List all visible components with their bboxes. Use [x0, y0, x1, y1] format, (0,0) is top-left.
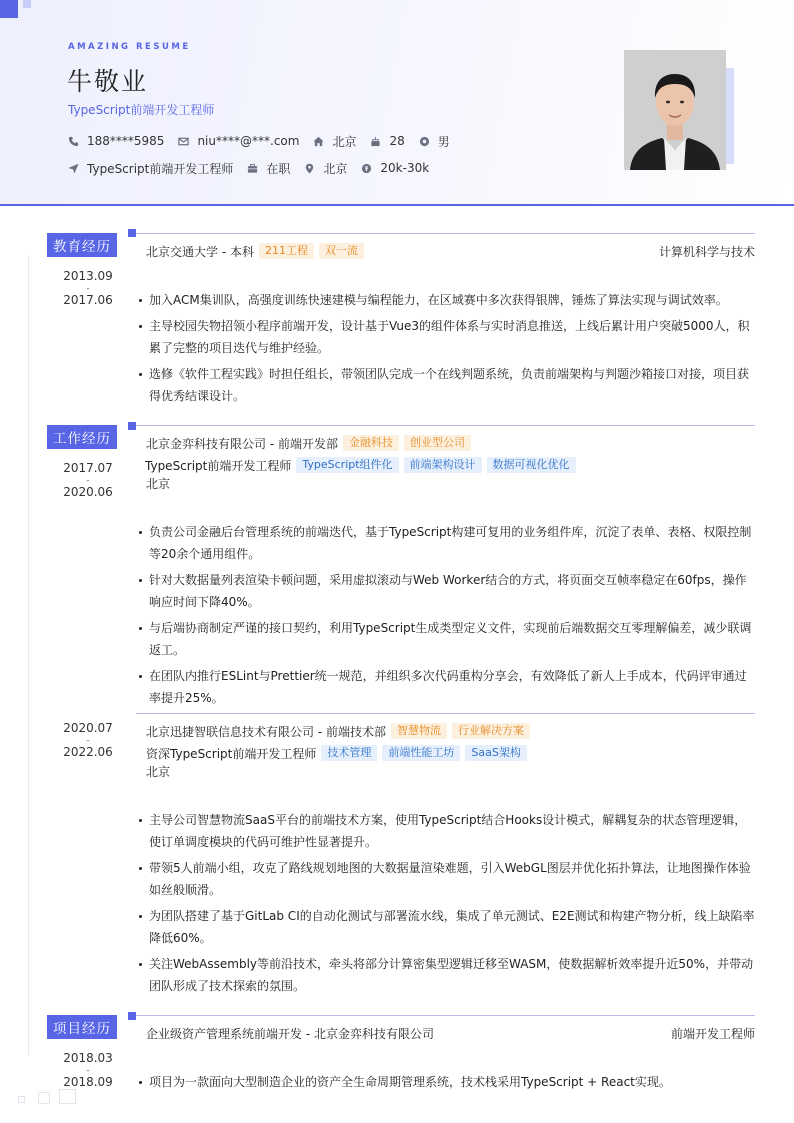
status-text: 在职: [266, 161, 291, 176]
email-text: niu****@***.com: [197, 134, 300, 148]
location-text: 北京: [323, 161, 348, 176]
footer-decoration: [59, 1089, 76, 1104]
list-item: 负责公司金融后台管理系统的前端迭代，基于TypeScript构建可复用的业务组件库，沉淀了表单、表格、权限控制等20余个通用组件。: [136, 521, 756, 565]
section-marker: [128, 422, 136, 430]
info-age: [370, 134, 404, 148]
phone-text: 188****5985: [87, 134, 165, 148]
skill-tag: 技术管理: [321, 745, 377, 761]
job-position-row: [145, 456, 755, 474]
briefcase-icon: [247, 163, 258, 174]
footer-decoration: [18, 1096, 25, 1103]
skill-tag: 前端架构设计: [404, 457, 482, 473]
start-date: 2017.07: [63, 461, 113, 475]
end-date: 2022.06: [63, 745, 113, 759]
list-item: 在团队内推行ESLint与Prettier统一规范，并组织多次代码重构分享会，有效降低了新人上手成本，代码评审通过率提升25%。: [136, 665, 756, 709]
cake-icon: [370, 136, 381, 147]
list-item: 主导校园失物招领小程序前端开发，设计基于Vue3的组件体系与实时消息推送，上线后累计用户突破5000人，积累了完整的项目迭代与维护经验。: [136, 315, 756, 359]
start-date: 2020.07: [63, 721, 113, 735]
job-intent-row: [68, 160, 443, 176]
project-bullets: [136, 1071, 756, 1097]
project-header: [146, 1024, 755, 1042]
list-item: 加入ACM集训队，高强度训练快速建模与编程能力，在区域赛中多次获得银牌，锤炼了算法实现与调试效率。: [136, 289, 756, 311]
list-item: 带领5人前端小组，攻克了路线规划地图的大数据量渲染难题，引入WebGL图层并优化拓扑算法，让地图操作体验如丝般顺滑。: [136, 857, 756, 901]
gender-icon: [419, 136, 430, 147]
brand-label: AMAZING RESUME: [68, 42, 191, 52]
phone-icon: [68, 136, 79, 147]
section-marker: [128, 229, 136, 237]
list-item: 主导公司智慧物流SaaS平台的前端技术方案，使用TypeScript结合Hooks设计模式，解耦复杂的状态管理逻辑，使订单调度模块的代码可维护性显著提升。: [136, 809, 756, 853]
end-date: 2020.06: [63, 485, 113, 499]
start-date: 2018.03: [63, 1051, 113, 1065]
corner-decoration: [0, 0, 18, 18]
salary-text: 20k-30k: [380, 161, 430, 175]
info-salary: [361, 161, 429, 175]
date-separator: -: [86, 1066, 90, 1076]
school-name: 北京交通大学 - 本科: [146, 244, 254, 259]
mail-icon: [178, 136, 189, 147]
end-date: 2018.09: [63, 1075, 113, 1089]
project-role: 前端开发工程师: [670, 1026, 755, 1041]
info-status: [247, 160, 290, 177]
location-icon: [304, 163, 315, 174]
job-divider: [136, 713, 755, 714]
position-title: TypeScript前端开发工程师: [145, 458, 292, 473]
company-tag: 创业型公司: [404, 435, 471, 451]
tag-double-first-class: 双一流: [319, 243, 364, 259]
info-location: [304, 160, 347, 177]
job-city: 北京: [146, 477, 171, 491]
company-tag: 行业解决方案: [452, 723, 530, 739]
target-role-text: TypeScript前端开发工程师: [87, 161, 234, 176]
job-bullets: [136, 521, 756, 713]
contact-info-row: [68, 133, 464, 149]
timeline-guide: [28, 255, 29, 1055]
education-dates: [60, 270, 116, 308]
position-title: 资深TypeScript前端开发工程师: [146, 746, 317, 761]
section-rule: [130, 425, 755, 426]
company-name: 北京金弈科技有限公司 - 前端开发部: [146, 436, 338, 451]
profile-photo-frame: [624, 50, 734, 170]
job-dates: [60, 722, 116, 760]
resume-header: [0, 0, 794, 206]
section-rule: [130, 233, 755, 234]
company-tag: 金融科技: [343, 435, 399, 451]
date-separator: -: [86, 476, 90, 486]
education-bullets: [136, 289, 756, 411]
footer-decoration: [38, 1092, 50, 1104]
home-icon: [313, 136, 324, 147]
section-rule: [130, 1015, 755, 1016]
start-date: 2013.09: [63, 269, 113, 283]
corner-decoration-small: [23, 0, 31, 8]
skill-tag: 前端性能工坊: [382, 745, 460, 761]
skill-tag: SaaS架构: [465, 745, 526, 761]
section-title-work: 工作经历: [47, 425, 117, 449]
education-header: [146, 242, 755, 260]
project-name: 企业级资产管理系统前端开发 - 北京金弈科技有限公司: [146, 1026, 434, 1041]
section-title-education: 教育经历: [47, 233, 117, 257]
home-text: 北京: [332, 134, 357, 149]
age-text: 28: [389, 134, 405, 148]
job-dates: [60, 462, 116, 500]
tag-211: 211工程: [259, 243, 314, 259]
info-home: [313, 133, 356, 150]
candidate-role: TypeScript前端开发工程师: [68, 103, 215, 117]
project-dates: [60, 1052, 116, 1090]
info-email: [178, 134, 299, 148]
list-item: 为团队搭建了基于GitLab CI的自动化测试与部署流水线，集成了单元测试、E2E测试和构建产物分析，线上缺陷率降低60%。: [136, 905, 756, 949]
company-name: 北京迅捷智联信息技术有限公司 - 前端技术部: [146, 724, 386, 739]
job-position-row: [146, 744, 755, 762]
section-marker: [128, 1012, 136, 1020]
skill-tag: 数据可视化优化: [487, 457, 576, 473]
job-city: 北京: [146, 765, 171, 779]
major-name: 计算机科学与技术: [658, 244, 755, 259]
date-separator: -: [86, 284, 90, 294]
job-company-row: [146, 722, 755, 740]
date-separator: -: [86, 736, 90, 746]
portrait-image: [624, 50, 726, 170]
list-item: 选修《软件工程实践》时担任组长，带领团队完成一个在线判题系统，负责前端架构与判题沙箱接口对接，项目获得优秀结课设计。: [136, 363, 756, 407]
gender-text: 男: [437, 134, 450, 149]
end-date: 2017.06: [63, 293, 113, 307]
list-item: 与后端协商制定严谨的接口契约，利用TypeScript生成类型定义文件，实现前后端数据交互零理解偏差，减少联调返工。: [136, 617, 756, 661]
company-tag: 智慧物流: [391, 723, 447, 739]
list-item: 项目为一款面向大型制造企业的资产全生命周期管理系统，技术栈采用TypeScript + React实现。: [136, 1071, 756, 1093]
info-target-role: [68, 160, 233, 177]
salary-icon: [361, 163, 372, 174]
job-bullets: [136, 809, 756, 1001]
avatar: [624, 50, 726, 170]
list-item: 关注WebAssembly等前沿技术，牵头将部分计算密集型逻辑迁移至WASM，使数据解析效率提升近50%，并带动团队形成了技术探索的氛围。: [136, 953, 756, 997]
section-title-project: 项目经历: [47, 1015, 117, 1039]
info-gender: [419, 133, 450, 150]
candidate-name: 牛敬业: [67, 67, 149, 96]
info-phone: [68, 134, 164, 148]
skill-tag: TypeScript组件化: [296, 457, 398, 473]
send-icon: [68, 163, 79, 174]
job-company-row: [146, 434, 755, 452]
list-item: 针对大数据量列表渲染卡顿问题，采用虚拟滚动与Web Worker结合的方式，将页面交互帧率稳定在60fps，操作响应时间下降40%。: [136, 569, 756, 613]
